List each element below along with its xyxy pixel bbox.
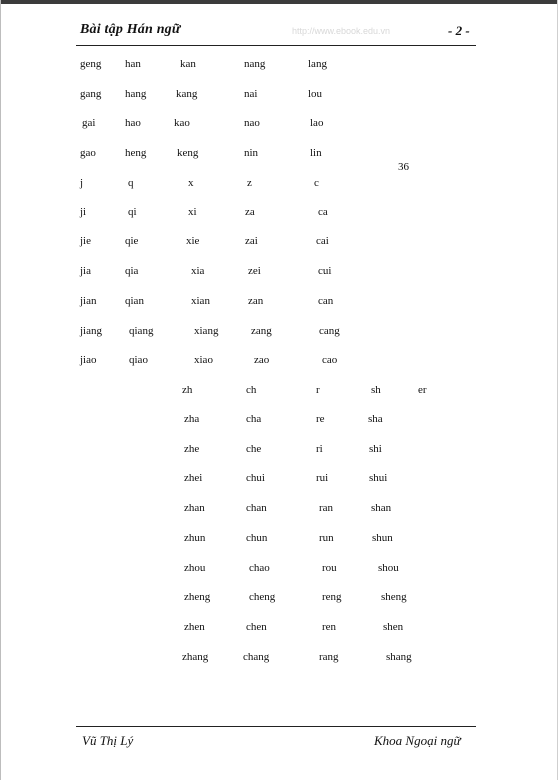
syllable-cell: che — [246, 443, 262, 455]
syllable-cell: jie — [80, 235, 91, 247]
syllable-cell: cai — [316, 235, 329, 247]
syllable-cell: j — [80, 177, 84, 189]
syllable-cell: ran — [319, 502, 334, 514]
syllable-cell: zhe — [184, 443, 200, 455]
syllable-cell: xian — [191, 295, 210, 307]
syllable-cell: shang — [386, 651, 412, 663]
syllable-cell: hang — [125, 88, 147, 100]
syllable-cell: shun — [372, 532, 393, 544]
syllable-cell: zang — [251, 325, 272, 337]
syllable-cell: ji — [80, 206, 87, 218]
footer-author: Vũ Thị Lý — [82, 733, 134, 748]
syllable-cell: chan — [246, 502, 267, 514]
syllable-cell: cang — [319, 325, 340, 337]
syllable-cell: shou — [378, 562, 399, 574]
syllable-cell: shi — [369, 443, 382, 455]
syllable-cell: lin — [310, 147, 322, 159]
syllable-cell: cao — [322, 354, 338, 366]
page-left-edge — [0, 0, 1, 780]
syllable-cell: nao — [244, 117, 260, 129]
syllable-cell: shen — [383, 621, 404, 633]
syllable-cell: kang — [176, 88, 198, 100]
syllable-cell: sha — [368, 413, 383, 425]
syllable-cell: han — [125, 58, 141, 70]
syllable-cell: zh — [182, 384, 193, 396]
syllable-cell: jiang — [80, 325, 102, 337]
syllable-cell: hao — [125, 117, 141, 129]
syllable-cell: gang — [80, 88, 102, 100]
syllable-cell: zhan — [184, 502, 205, 514]
syllable-cell: lao — [310, 117, 324, 129]
syllable-cell: zhun — [184, 532, 206, 544]
syllable-cell: run — [319, 532, 334, 544]
syllable-cell: cha — [246, 413, 262, 425]
syllable-cell: zhen — [184, 621, 205, 633]
syllable-cell: qi — [128, 206, 137, 218]
page-number: - 2 - — [448, 23, 470, 38]
header-rule — [76, 45, 476, 46]
syllable-cell: zhang — [182, 651, 209, 663]
syllable-cell: xia — [191, 265, 205, 277]
syllable-cell: zei — [248, 265, 261, 277]
syllable-cell: chang — [243, 651, 270, 663]
syllable-cell: zai — [245, 235, 258, 247]
syllable-cell: r — [316, 384, 320, 396]
syllable-cell: gao — [80, 147, 96, 159]
syllable-cell: nai — [244, 88, 258, 100]
syllable-cell: kan — [180, 58, 196, 70]
syllable-cell: zheng — [184, 591, 211, 603]
syllable-cell: jiao — [80, 354, 97, 366]
syllable-cell: qiang — [129, 325, 154, 337]
syllable-cell: nang — [244, 58, 266, 70]
syllable-cell: heng — [125, 147, 147, 159]
syllable-cell: nin — [244, 147, 259, 159]
syllable-cell: xi — [188, 206, 197, 218]
window-top-bar — [0, 0, 558, 4]
syllable-cell: sheng — [381, 591, 407, 603]
syllable-cell: zhei — [184, 472, 203, 484]
syllable-cell: zan — [248, 295, 264, 307]
syllable-cell: rang — [319, 651, 339, 663]
syllable-cell: z — [247, 177, 252, 189]
syllable-cell: geng — [80, 58, 102, 70]
syllable-cell: rou — [322, 562, 337, 574]
page-side-number: 36 — [398, 161, 409, 173]
syllable-cell: qie — [125, 235, 139, 247]
syllable-cell: re — [316, 413, 325, 425]
syllable-cell: kao — [174, 117, 190, 129]
syllable-cell: za — [245, 206, 255, 218]
syllable-cell: shan — [371, 502, 392, 514]
watermark-url: http://www.ebook.edu.vn — [292, 26, 391, 36]
syllable-cell: xiao — [194, 354, 213, 366]
syllable-cell: chen — [246, 621, 267, 633]
syllable-cell: zhou — [184, 562, 206, 574]
syllable-cell: lou — [308, 88, 323, 100]
syllable-cell: chao — [249, 562, 270, 574]
syllable-cell: lang — [308, 58, 327, 70]
syllable-cell: sh — [371, 384, 381, 396]
footer-rule — [76, 726, 476, 727]
syllable-cell: ri — [316, 443, 323, 455]
syllable-cell: jian — [80, 295, 97, 307]
syllable-cell: qiao — [129, 354, 148, 366]
syllable-cell: chun — [246, 532, 268, 544]
syllable-cell: jia — [80, 265, 91, 277]
syllable-cell: ca — [318, 206, 328, 218]
syllable-cell: chui — [246, 472, 265, 484]
syllable-cell: shui — [369, 472, 388, 484]
syllable-cell: xie — [186, 235, 200, 247]
syllable-cell: cui — [318, 265, 332, 277]
syllable-cell: keng — [177, 147, 199, 159]
syllable-cell: cheng — [249, 591, 276, 603]
syllable-cell: c — [314, 177, 319, 189]
syllable-cell: er — [418, 384, 427, 396]
syllable-cell: gai — [82, 117, 96, 129]
syllable-cell: zao — [254, 354, 270, 366]
footer-department: Khoa Ngoại ngữ — [374, 733, 461, 748]
syllable-cell: can — [318, 295, 334, 307]
syllable-cell: qia — [125, 265, 139, 277]
syllable-cell: ch — [246, 384, 257, 396]
syllable-cell: ren — [322, 621, 337, 633]
syllable-cell: reng — [322, 591, 342, 603]
syllable-cell: q — [128, 177, 134, 189]
syllable-cell: xiang — [194, 325, 219, 337]
syllable-cell: zha — [184, 413, 200, 425]
syllable-cell: x — [188, 177, 194, 189]
syllable-cell: qian — [125, 295, 144, 307]
syllable-cell: rui — [316, 472, 329, 484]
document-header-title: Bài tập Hán ngữ — [80, 22, 181, 37]
